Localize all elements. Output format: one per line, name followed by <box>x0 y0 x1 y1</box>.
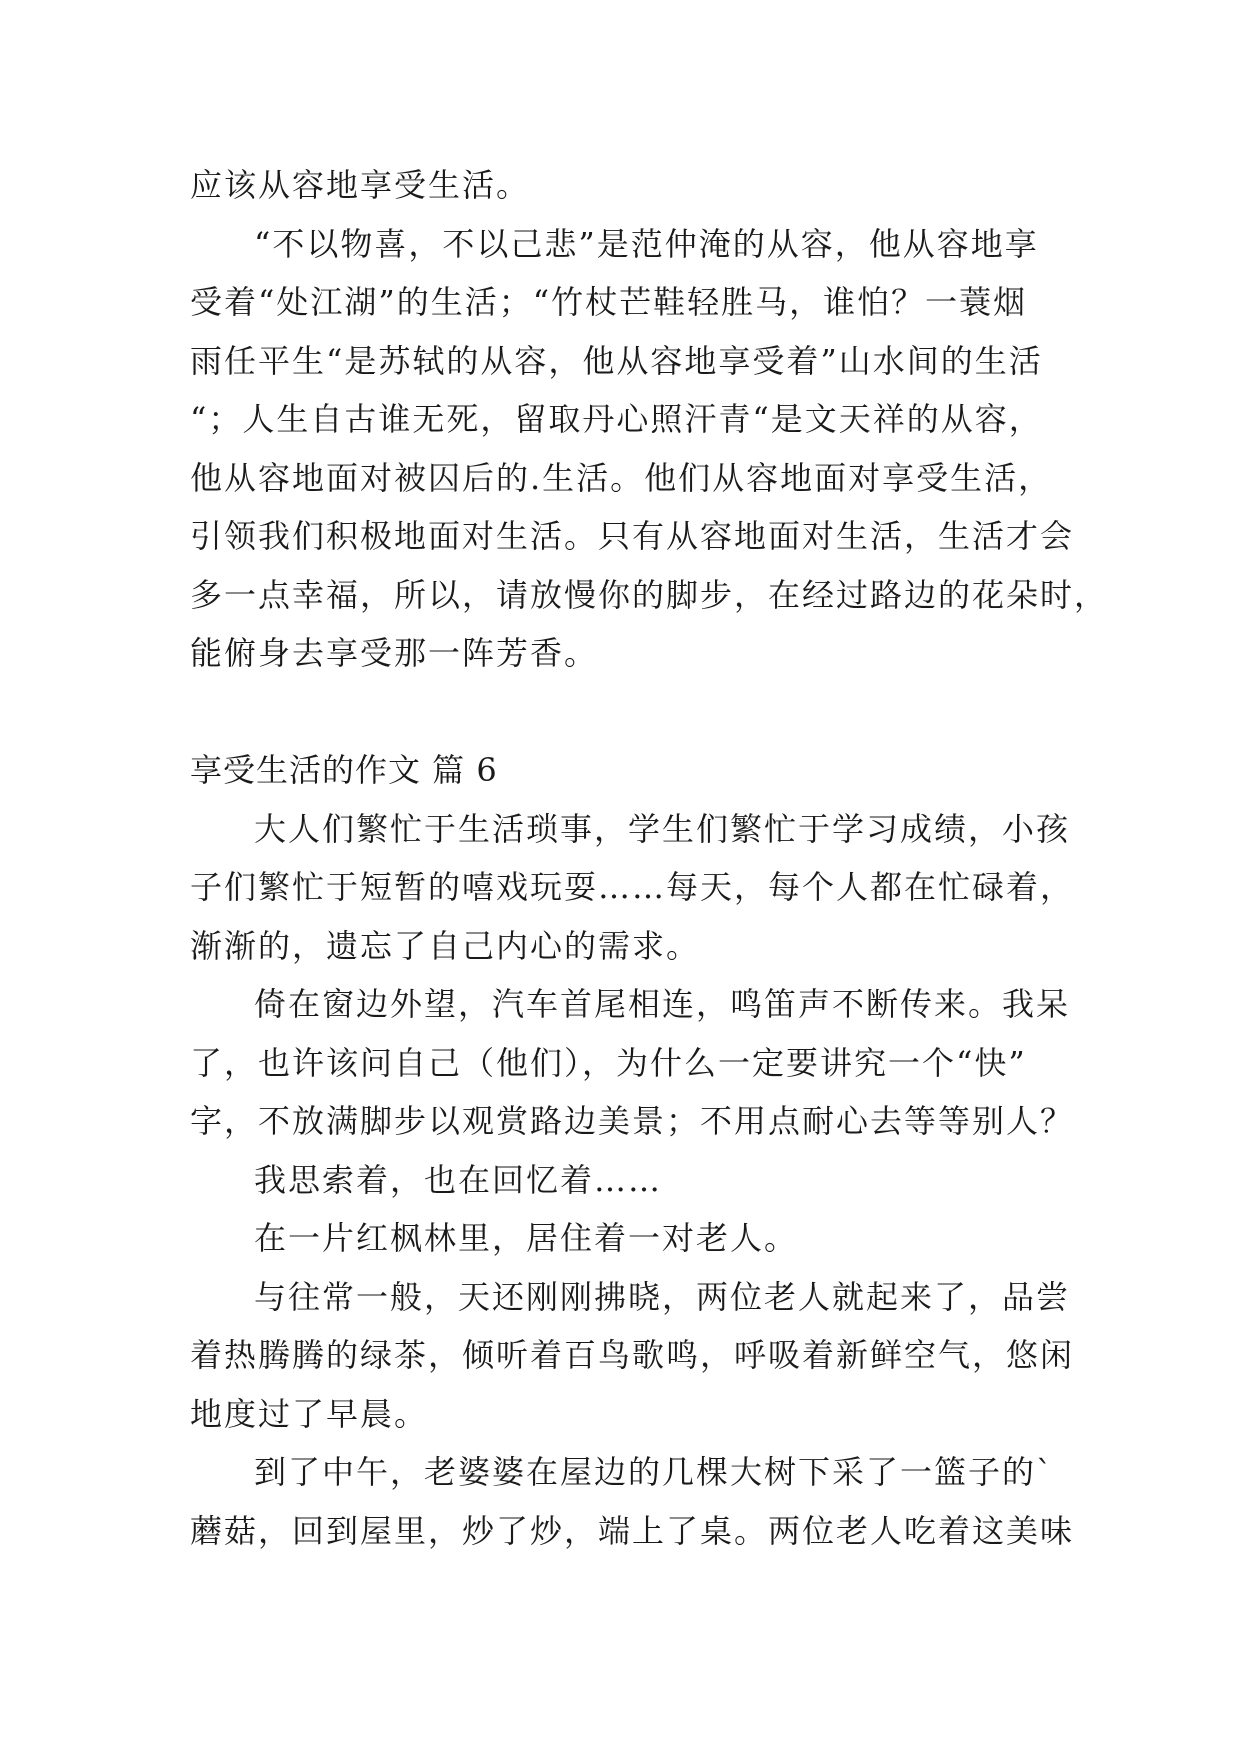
text-line: 应该从容地享受生活。 <box>190 166 531 204</box>
text-line: 渐渐的，遗忘了自己内心的需求。 <box>190 926 701 965</box>
text-line: 蘑菇，回到屋里，炒了炒，端上了桌。两位老人吃着这美味 <box>190 1511 1075 1550</box>
text-line: 与往常一般，天还刚刚拂晓，两位老人就起来了，品尝 <box>254 1277 1071 1316</box>
text-line: 引领我们积极地面对生活。只有从容地面对生活，生活才会 <box>190 517 1075 555</box>
text-line: 在一片红枫林里，居住着一对老人。 <box>254 1219 799 1257</box>
text-line: 能俯身去享受那一阵芳香。 <box>190 634 599 672</box>
text-line: 他从容地面对被囚后的.生活。他们从容地面对享受生活， <box>190 458 1053 497</box>
text-line: 子们繁忙于短暂的嘻戏玩耍……每天，每个人都在忙碌着， <box>190 868 1075 906</box>
section-gap <box>190 683 1080 742</box>
text-line: 多一点幸福，所以，请放慢你的脚步，在经过路边的花朵时， <box>190 575 1109 614</box>
text-line: 到了中午，老婆婆在屋边的几棵大树下采了一篮子的` <box>254 1453 1055 1491</box>
text-line: “；人生自古谁无死，留取丹心照汗青“是文天祥的从容， <box>190 400 1043 438</box>
text-line: 着热腾腾的绿茶，倾听着百鸟歌鸣，呼吸着新鲜空气，悠闲 <box>190 1336 1075 1374</box>
section-title: 享受生活的作文 篇 6 <box>190 751 498 789</box>
text-line: 大人们繁忙于生活琐事，学生们繁忙于学习成绩，小孩 <box>254 809 1071 848</box>
text-line: 雨任平生“是苏轼的从容，他从容地享受着”山水间的生活 <box>190 341 1043 380</box>
text-line: 我思索着，也在回忆着…… <box>254 1160 663 1199</box>
text-line: 受着“处江湖”的生活；“竹杖芒鞋轻胜马，谁怕？一蓑烟 <box>190 283 1028 321</box>
text-line: 倚在窗边外望，汽车首尾相连，鸣笛声不断传来。我呆 <box>254 985 1071 1023</box>
text-line: “不以物喜，不以己悲”是范仲淹的从容，他从容地享 <box>254 224 1039 263</box>
text-line: 字，不放满脚步以观赏路边美景；不用点耐心去等等别人？ <box>190 1102 1075 1140</box>
text-line: 地度过了早晨。 <box>190 1394 429 1433</box>
text-line: 了，也许该问自己（他们），为什么一定要讲究一个“快” <box>190 1043 1027 1082</box>
document-page <box>190 156 1109 1560</box>
